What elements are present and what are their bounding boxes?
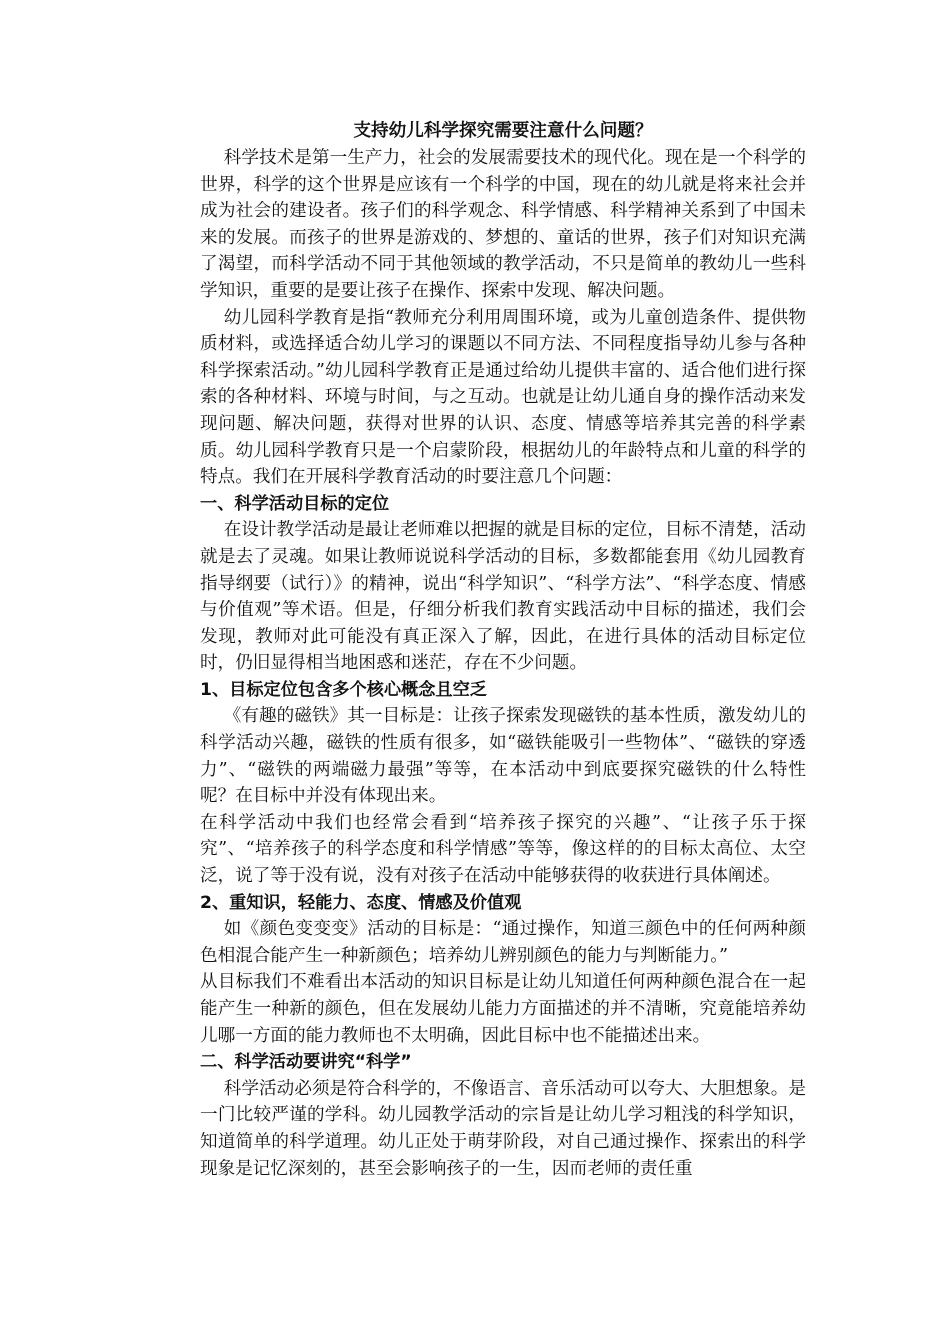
paragraph-color-analysis: 从目标我们不难看出本活动的知识目标是让幼儿知道任何两种颜色混合在一起能产生一种新的颜色，但在发展幼儿能力方面描述的并不清晰，究竟能培养幼儿哪一方面的能力教师也不太明确，因此目标中也不能描述出来。 — [200, 972, 806, 1046]
document-title: 支持幼儿科学探究需要注意什么问题？ — [353, 121, 653, 141]
paragraph-science: 科学活动必须是符合科学的，不像语言、音乐活动可以夸大、大胆想象。是一门比较严谨的学科。幼儿园教学活动的宗旨是让幼儿学习粗浅的科学知识，知道简单的科学道理。幼儿正处于萌芽阶段，对自己通过操作、探索出的科学现象是记忆深刻的，甚至会影响孩子的一生，因而老师的责任重 — [200, 1078, 806, 1179]
paragraph-vague-goals: 在科学活动中我们也经常会看到“培养孩子探究的兴趣”、“让孩子乐于探究”、“培养孩子的科学态度和科学情感”等等，像这样的的目标太高位、太空泛，说了等于没有说，没有对孩子在活动中能够获得的收获进行具体阐述。 — [200, 812, 806, 887]
subsection-heading-2: 2、重知识，轻能力、态度、情感及价值观 — [200, 892, 522, 913]
section-heading-goals: 一、科学活动目标的定位 — [200, 493, 390, 514]
paragraph-intro: 科学技术是第一生产力，社会的发展需要技术的现代化。现在是一个科学的世界，科学的这个世界是应该有一个科学的中国，现在的幼儿就是将来社会并成为社会的建设者。孩子们的科学观念、科学情感、科学精神关系到了中国未来的发展。而孩子的世界是游戏的、梦想的、童话的世界，孩子们对知识充满了渴望，而科学活动不同于其他领域的教学活动，不只是简单的教幼儿一些科学知识，重要的是要让孩子在操作、探索中发现、解决问题。 — [200, 148, 806, 301]
paragraph-color-example: 如《颜色变变变》活动的目标是：“通过操作，知道三颜色中的任何两种颜色相混合能产生一种新颜色；培养幼儿辨别颜色的能力与判断能力。” — [200, 919, 806, 966]
document-page — [200, 118, 806, 1182]
paragraph-magnet-example: 《有趣的磁铁》其一目标是：让孩子探索发现磁铁的基本性质，激发幼儿的科学活动兴趣，磁铁的性质有很多，如“磁铁能吸引一些物体”、“磁铁的穿透力”、“磁铁的两端磁力最强”等等，在本活动中到底要探究磁铁的什么特性呢？在目标中并没有体现出来。 — [200, 706, 806, 807]
paragraph-definition: 幼儿园科学教育是指“教师充分利用周围环境，或为儿童创造条件、提供物质材料，或选择适合幼儿学习的课题以不同方法、不同程度指导幼儿参与各种科学探索活动。”幼儿园科学教育正是通过给幼儿提供丰富的、适合他们进行探索的各种材料、环境与时间，与之互动。也就是让幼儿通自身的操作活动来发现问题、解决问题，获得对世界的认识、态度、情感等培养其完善的科学素质。幼儿园科学教育只是一个启蒙阶段，根据幼儿的年龄特点和儿童的科学的特点。我们在开展科学教育活动的时要注意几个问题： — [200, 307, 806, 488]
section-heading-science: 二、科学活动要讲究“科学” — [200, 1052, 412, 1073]
paragraph-goals: 在设计教学活动是最让老师难以把握的就是目标的定位，目标不清楚，活动就是去了灵魂。如果让教师说说科学活动的目标，多数都能套用《幼儿园教育指导纲要（试行）》的精神，说出“科学知识”、“科学方法”、“科学态度、情感与价值观”等术语。但是，仔细分析我们教育实践活动中目标的描述，我们会发现，教师对此可能没有真正深入了解，因此，在进行具体的活动目标定位时，仍旧显得相当地困惑和迷茫，存在不少问题。 — [200, 520, 806, 674]
subsection-heading-1: 1、目标定位包含多个核心概念且空乏 — [200, 679, 487, 700]
